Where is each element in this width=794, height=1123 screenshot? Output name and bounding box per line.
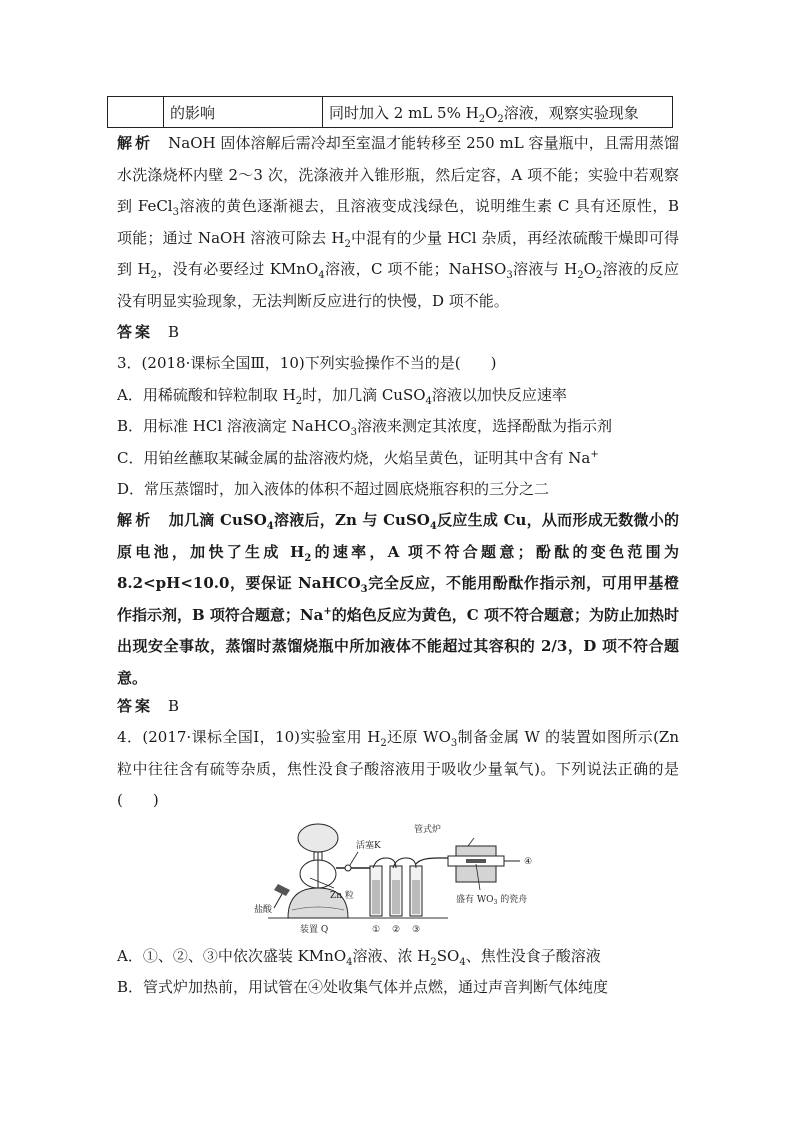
label-acid: 盐酸 — [254, 905, 273, 915]
apparatus-diagram — [248, 818, 548, 936]
question-3-option-a: A．用稀硫酸和锌粒制取 $H_2$时，加几滴 CuSO$_4$溶液以加快反应速率 — [117, 386, 567, 407]
label-device-q: 装置 Q — [300, 925, 329, 935]
bottle-2-liquid — [392, 880, 400, 914]
table-cell-topic: 的影响 — [164, 97, 323, 128]
answer-line-1: 答案 B — [117, 323, 180, 341]
table-cell-empty — [108, 97, 164, 128]
bottle-3-liquid — [412, 880, 420, 914]
question-3-option-d: D．常压蒸馏时，加入液体的体积不超过圆底烧瓶容积的三分之二 — [117, 480, 550, 498]
answer-line-2: 答案 B — [117, 697, 180, 715]
washing-bottles — [370, 858, 458, 916]
valve-k — [345, 865, 351, 871]
table-row — [108, 97, 673, 128]
tube-furnace — [448, 838, 520, 890]
label-boat: 盛有 $WO_3$ 的瓷舟 — [456, 895, 528, 906]
label-valve-k: 活塞K — [356, 841, 381, 851]
acid-leader-line — [274, 894, 282, 908]
experiment-table — [107, 96, 673, 128]
question-4-stem: 4．(2017·课标全国Ⅰ，10)实验室用 $H_2$还原 $WO_3$制备金属 W 的装置如图所示(Zn 粒中往往含有硫等杂质，焦性没食子酸溶液用于吸收少量氧气)。下列说法正确的是( ) — [117, 728, 680, 809]
analysis-paragraph-2: 解析 加几滴 CuSO$_4$溶液后，Zn 与 CuSO$_4$反应生成 Cu，从而形成无数微小的原电池，加快了生成 $H_2$的速率，A 项不符合题意；酚酞的变色范围为 8.2<pH<10.0，要保证 NaHCO$_3$完全反应，不能用酚酞作指示剂，可用甲基橙作指示剂，B 项符合题意；Na+的焰色反应为黄色，C 项不符合题意；为防止加热时出现安全事故，蒸馏时蒸馏烧瓶中所加液体不能超过其容积的 2/3，D 项不符合题意。 — [117, 511, 679, 687]
ceramic-boat — [466, 859, 486, 863]
question-3-stem: 3．(2018·课标全国Ⅲ，10)下列实验操作不当的是( ) — [117, 354, 497, 372]
question-3-option-c: C．用铂丝蘸取某碱金属的盐溶液灼烧，火焰呈黄色，证明其中含有 Na+ — [117, 449, 599, 467]
bottle-1-liquid — [372, 880, 380, 914]
label-furnace: 管式炉 — [414, 825, 442, 835]
label-circled-4: ④ — [524, 857, 533, 867]
label-circled-1: ① — [372, 925, 381, 935]
label-circled-2: ② — [392, 925, 401, 935]
question-4-option-b: B．管式炉加热前，用试管在④处收集气体并点燃，通过声音判断气体纯度 — [117, 978, 609, 996]
label-zn: Zn 粒 — [330, 891, 354, 901]
valve-leader-line — [350, 852, 358, 865]
question-3-option-b: B．用标准 HCl 溶液滴定 NaHCO$_3$溶液来测定其浓度，选择酚酞为指示剂 — [117, 417, 612, 438]
kipp-top-bulb — [298, 824, 338, 852]
question-4-option-a: A．①、②、③中依次盛装 KMnO$_4$溶液、浓 $H_2SO_4$、焦性没食子酸溶液 — [117, 947, 601, 968]
table-cell-method: 同时加入 2 mL 5% $H_2O_2$溶液，观察实验现象 — [323, 97, 673, 128]
analysis-paragraph-1: 解析 NaOH 固体溶解后需冷却至室温才能转移至 250 mL 容量瓶中，且需用蒸馏水洗涤烧杯内壁 2～3 次，洗涤液并入锥形瓶，然后定容，A 项不能；实验中若观察到 FeCl$_3$溶液的黄色逐渐褪去，且溶液变成浅绿色，说明维生素 C 具有还原性，B 项能；通过 NaOH 溶液可除去 $H_2$中混有的少量 HCl 杂质，再经浓硫酸干燥即可得到 $H_2$，没有必要经过 KMnO$_4$溶液，C 项不能；NaHSO$_3$溶液与 $H_2O_2$溶液的反应没有明显实验现象，无法判断反应进行的快慢，D 项不能。 — [117, 134, 679, 310]
furnace-leader-line — [468, 838, 474, 846]
label-circled-3: ③ — [412, 925, 421, 935]
